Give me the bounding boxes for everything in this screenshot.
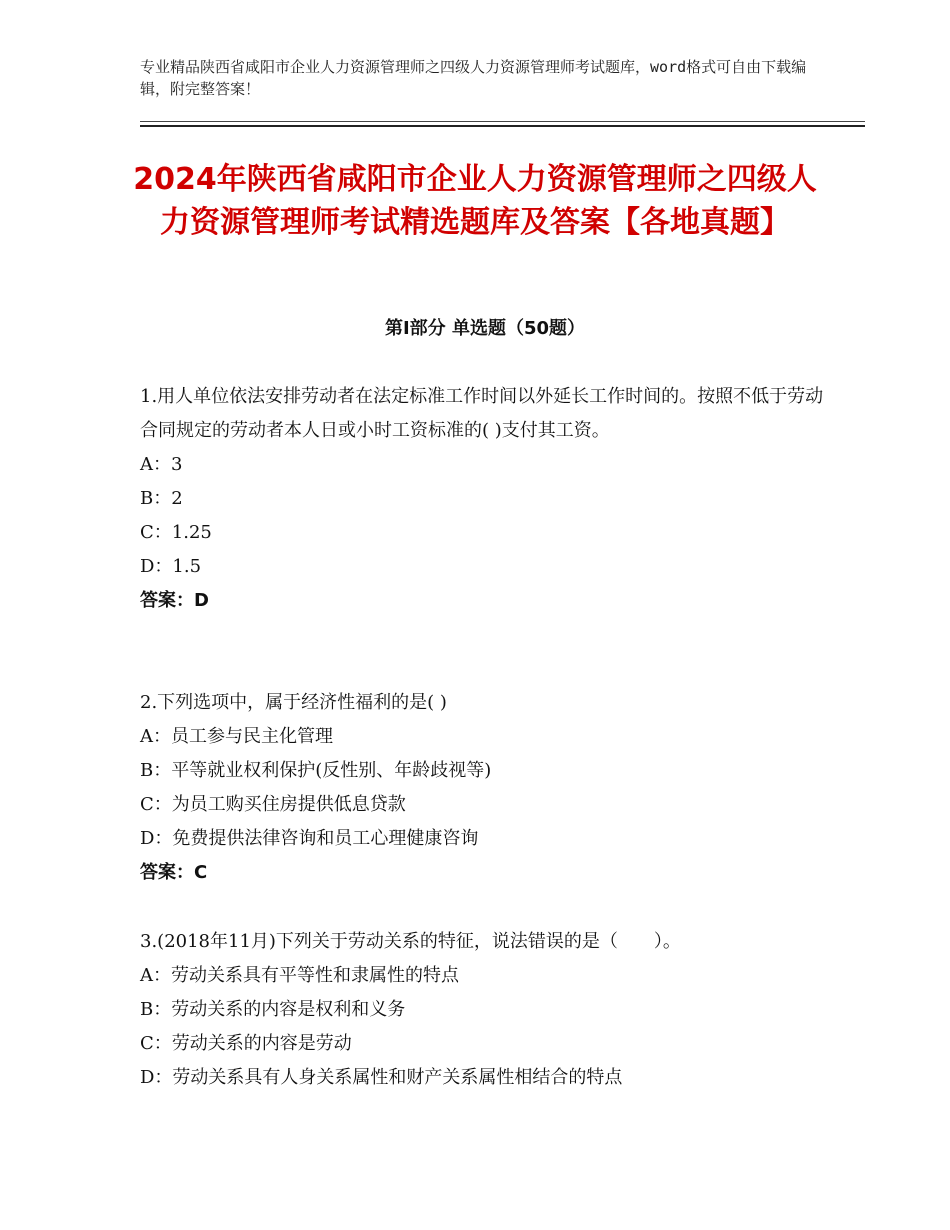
header-note: 专业精品陕西省咸阳市企业人力资源管理师之四级人力资源管理师考试题库，word格式可自由下载编辑，附完整答案！	[140, 58, 807, 98]
option-c: C：1.25	[140, 522, 212, 543]
option-d: D：1.5	[140, 556, 202, 577]
option-d: D：免费提供法律咨询和员工心理健康咨询	[140, 828, 479, 849]
section-title: 第Ⅰ部分 单选题（50题）	[384, 318, 585, 339]
header-rule-bottom	[140, 125, 865, 127]
question-2	[140, 686, 830, 890]
question-stem: 1.用人单位依法安排劳动者在法定标准工作时间以外延长工作时间的。按照不低于劳动合同规定的劳动者本人日或小时工资标准的( )支付其工资。	[140, 386, 824, 441]
option-c: C：为员工购买住房提供低息贷款	[140, 794, 406, 815]
option-b: B：平等就业权利保护(反性别、年龄歧视等)	[140, 760, 492, 781]
option-a: A：员工参与民主化管理	[140, 726, 333, 747]
question-stem: 3.(2018年11月)下列关于劳动关系的特征，说法错误的是（ ）。	[140, 931, 681, 952]
header-rule-top	[140, 121, 865, 122]
answer-label: 答案：D	[140, 590, 209, 611]
question-3	[140, 925, 830, 1095]
question-1	[140, 380, 830, 618]
answer-label: 答案：C	[140, 862, 208, 883]
option-a: A：劳动关系具有平等性和隶属性的特点	[140, 965, 459, 986]
option-d: D：劳动关系具有人身关系属性和财产关系属性相结合的特点	[140, 1067, 623, 1088]
option-c: C：劳动关系的内容是劳动	[140, 1033, 352, 1054]
option-a: A：3	[140, 454, 183, 475]
document-title: 2024年陕西省咸阳市企业人力资源管理师之四级人力资源管理师考试精选题库及答案【各地真题】	[133, 162, 817, 240]
option-b: B：2	[140, 488, 183, 509]
option-b: B：劳动关系的内容是权利和义务	[140, 999, 406, 1020]
question-stem: 2.下列选项中，属于经济性福利的是( )	[140, 692, 447, 713]
